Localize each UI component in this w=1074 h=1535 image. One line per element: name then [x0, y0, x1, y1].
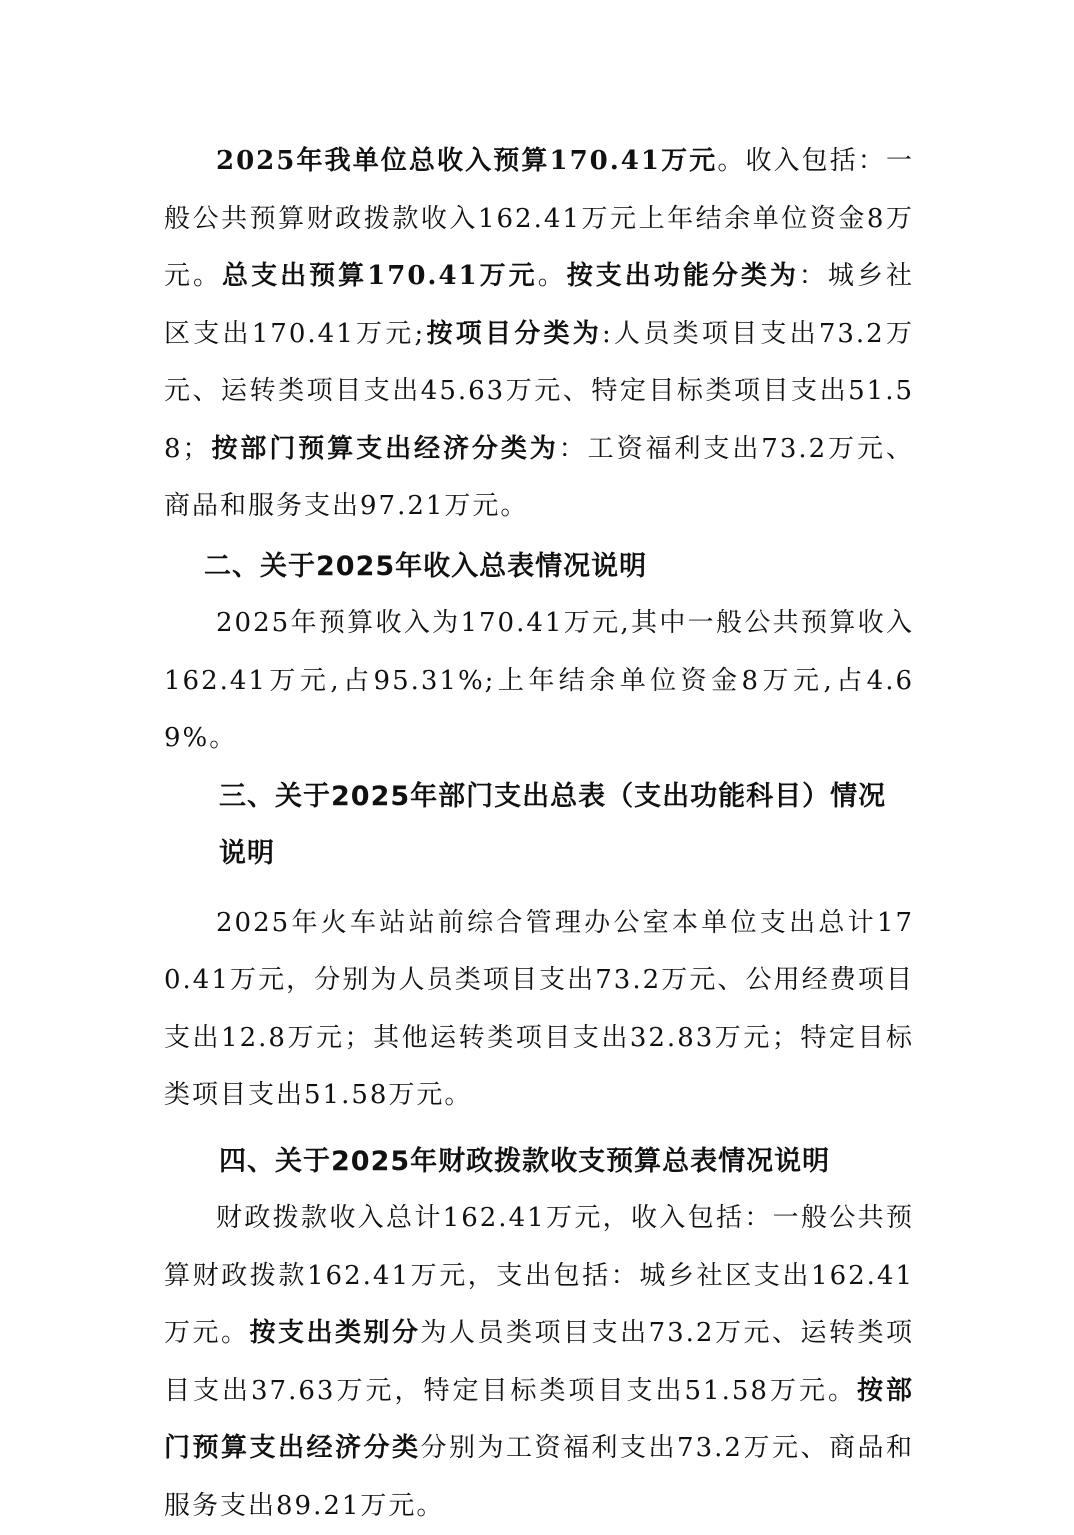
- economic-class-emphasis-2: 按部门预算支出经济分类: [164, 1375, 914, 1463]
- fiscal-paragraph: [164, 1190, 914, 1535]
- function-class-text: ：城乡社区支出170.41万元;: [164, 261, 914, 349]
- total-income-emphasis: 2025年我单位总收入预算170.41万元: [216, 146, 718, 176]
- economic-class-emphasis: 按部门预算支出经济分类为: [210, 433, 559, 464]
- total-expense-emphasis: 总支出预算170.41万元: [222, 261, 538, 291]
- economic-class-text: ：工资福利支出73.2万元、商品和服务支出97.21万元。: [164, 433, 914, 521]
- expense-category-emphasis: 按支出类别分: [249, 1318, 421, 1348]
- expense-category-text: 为人员类项目支出73.2万元、运转类项目支出37.63万元，特定目标类项目支出51.58万元。: [164, 1318, 914, 1406]
- section-heading-income: 二、关于2025年收入总表情况说明: [204, 550, 648, 582]
- expense-paragraph: 2025年火车站站前综合管理办公室本单位支出总计170.41万元，分别为人员类项目支出73.2万元、公用经费项目支出12.8万元；其他运转类项目支出32.83万元；特定目标类项目支出51.58万元。: [164, 907, 914, 1110]
- project-class-emphasis: 按项目分类为: [425, 318, 603, 349]
- income-paragraph: 2025年预算收入为170.41万元,其中一般公共预算收入162.41万元,占95.31%;上年结余单位资金8万元,占4.69%。: [164, 608, 914, 753]
- economic-class-text-2: 分别为工资福利支出73.2万元、商品和服务支出89.21万元。: [164, 1433, 914, 1521]
- project-class-text: :人员类项目支出73.2万元、运转类项目支出45.63万元、特定目标类项目支出51.58；: [164, 318, 914, 464]
- function-class-emphasis: 按支出功能分类为: [566, 261, 799, 291]
- income-detail-text: 。收入包括：一般公共预算财政拨款收入162.41万元上年结余单位资金8万元。: [164, 146, 914, 291]
- section-heading-expense: 三、关于2025年部门支出总表（支出功能科目）情况说明: [219, 780, 887, 869]
- fiscal-income-text: 财政拨款收入总计162.41万元，收入包括：一般公共预算财政拨款162.41万元，支出包括：城乡社区支出162.41万元。: [164, 1203, 914, 1348]
- summary-paragraph: [164, 133, 914, 536]
- period-text: 。: [537, 261, 567, 291]
- section-heading-fiscal: 四、关于2025年财政拨款收支预算总表情况说明: [219, 1145, 831, 1177]
